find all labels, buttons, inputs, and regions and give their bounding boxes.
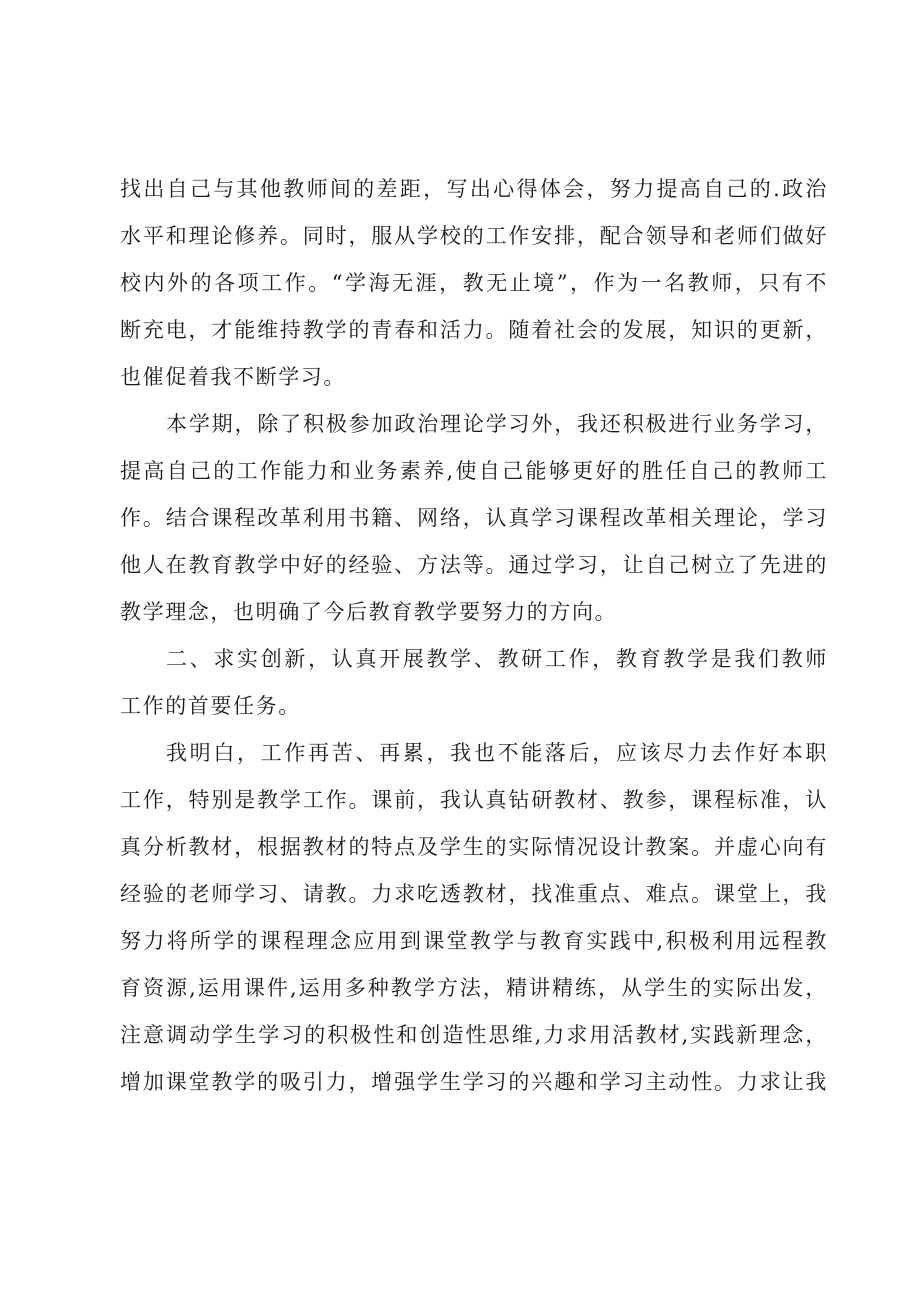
text-line: 作。结合课程改革利用书籍、网络，认真学习课程改革相关理论，学习 [120,506,828,530]
paragraph-first-line: 我明白，工作再苦、再累，我也不能落后，应该尽力去作好本职 [166,741,828,765]
text-line: 水平和理论修养。同时，服从学校的工作安排，配合领导和老师们做好 [120,224,828,248]
text-line: 增加课堂教学的吸引力，增强学生学习的兴趣和学习主动性。力求让我 [120,1070,828,1094]
text-line: 经验的老师学习、请教。力求吃透教材，找准重点、难点。课堂上，我 [120,882,828,906]
text-line: 努力将所学的课程理念应用到课堂教学与教育实践中,积极利用远程教 [120,929,828,953]
text-line: 工作，特别是教学工作。课前，我认真钻研教材、教参，课程标准，认 [120,788,828,812]
text-line: 他人在教育教学中好的经验、方法等。通过学习，让自己树立了先进的 [120,553,828,577]
text-line: 提高自己的工作能力和业务素养,使自己能够更好的胜任自己的教师工 [120,459,828,483]
document-body [120,166,828,1106]
text-line: 找出自己与其他教师间的差距，写出心得体会，努力提高自己的.政治 [120,177,828,201]
text-line: 真分析教材，根据教材的特点及学生的实际情况设计教案。并虚心向有 [120,835,828,859]
text-line: 育资源,运用课件,运用多种教学方法，精讲精练，从学生的实际出发， [120,976,828,1000]
text-line: 校内外的各项工作。“学海无涯，教无止境”，作为一名教师，只有不 [120,271,828,295]
paragraph-first-line: 本学期，除了积极参加政治理论学习外，我还积极进行业务学习， [166,412,828,436]
text-line: 也催促着我不断学习。 [120,365,346,389]
section-heading-line: 二、求实创新，认真开展教学、教研工作，教育教学是我们教师 [166,647,828,671]
text-line: 注意调动学生学习的积极性和创造性思维,力求用活教材,实践新理念， [120,1023,828,1047]
text-line: 教学理念，也明确了今后教育教学要努力的方向。 [120,600,618,624]
text-line: 工作的首要任务。 [120,694,301,718]
text-line: 断充电，才能维持教学的青春和活力。随着社会的发展，知识的更新， [120,318,828,342]
